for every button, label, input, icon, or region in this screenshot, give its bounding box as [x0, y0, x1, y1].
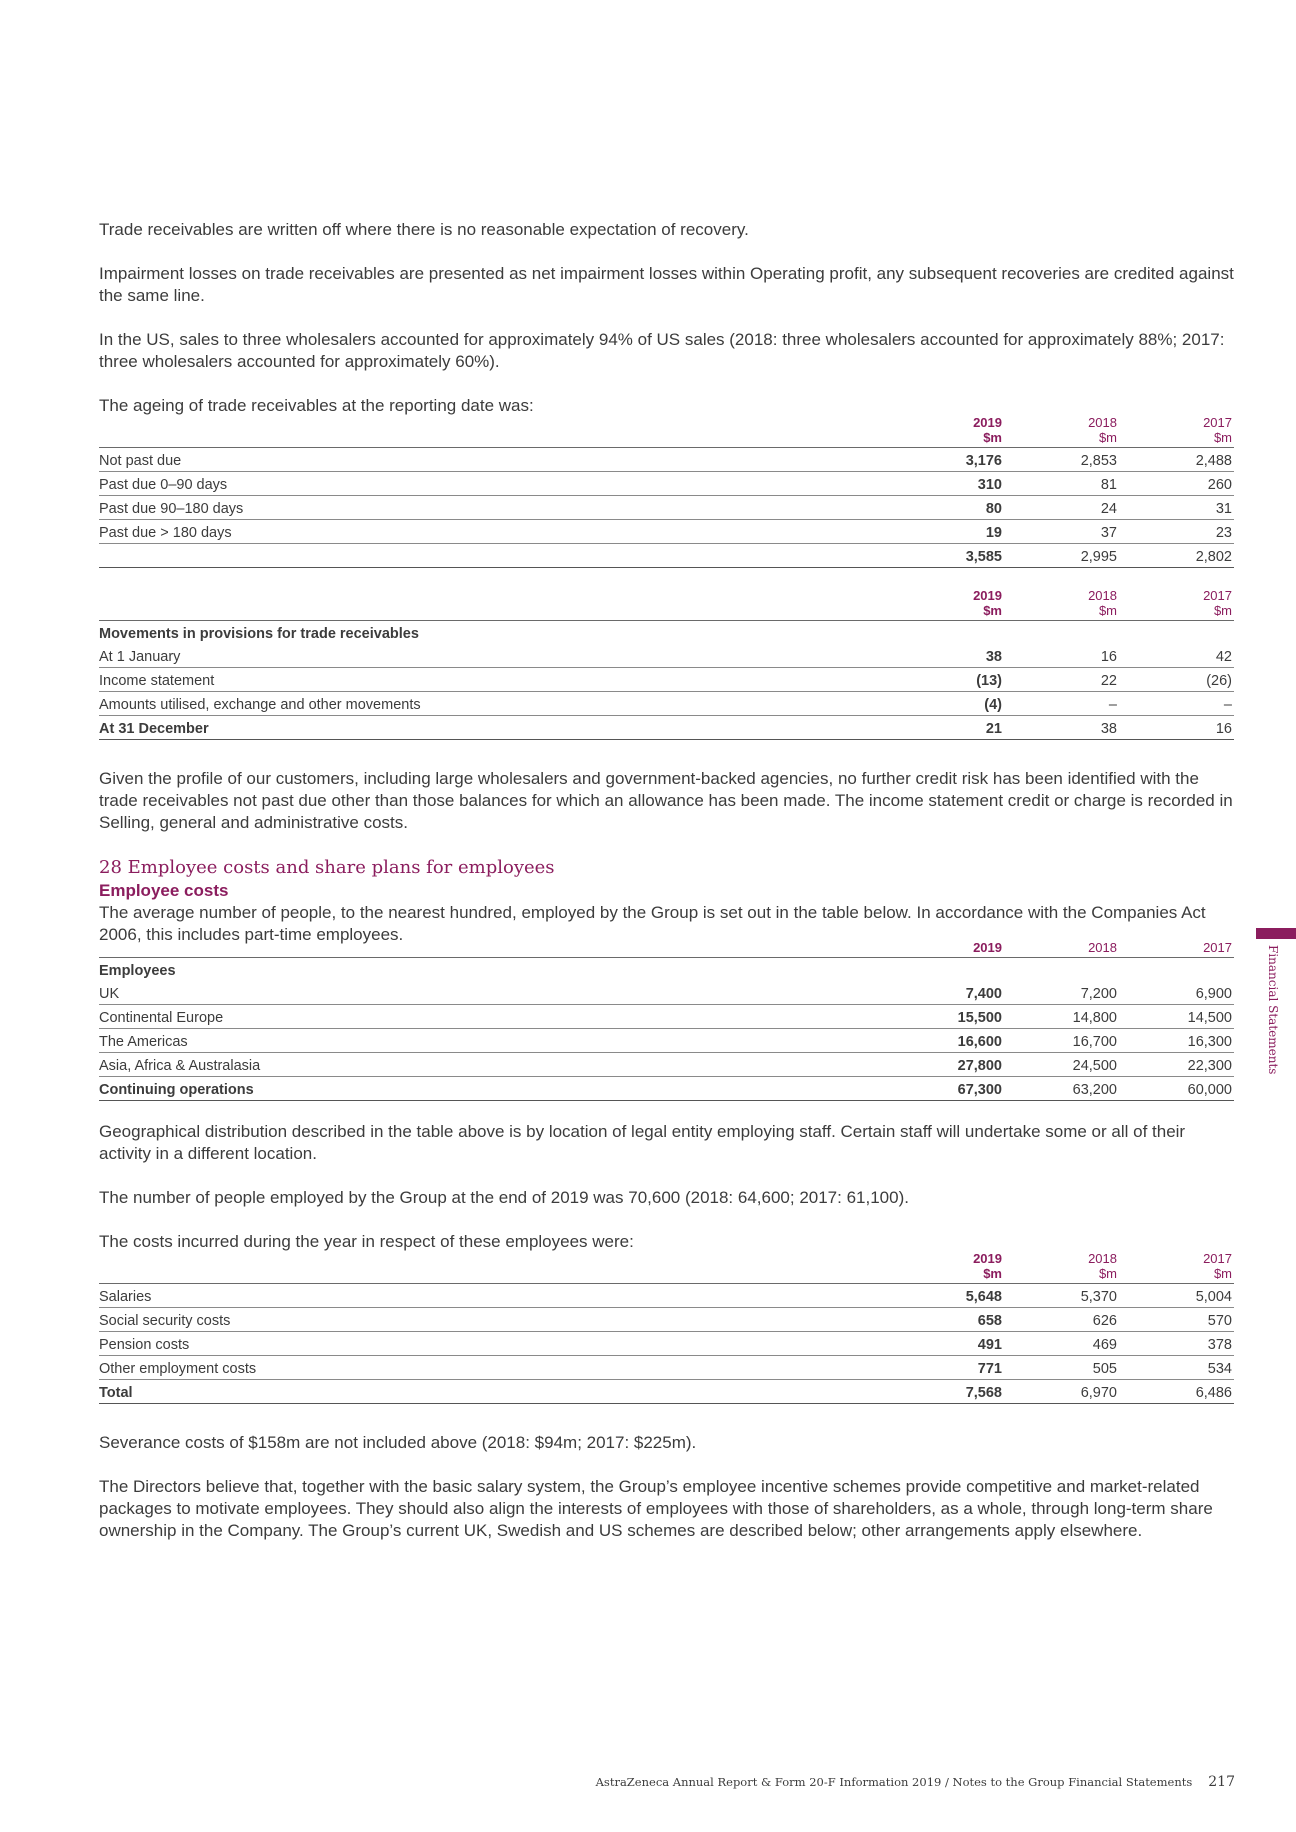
cell-2018: –: [1004, 692, 1119, 716]
table-section-heading: Movements in provisions for trade receivables: [99, 626, 419, 642]
cell-2019: 5,648: [889, 1284, 1004, 1308]
column-header-2019: 2019: [973, 940, 1002, 955]
section-title: 28 Employee costs and share plans for employees: [99, 857, 555, 878]
row-label: Past due 0–90 days: [99, 472, 889, 496]
paragraph-severance: Severance costs of $158m are not included above (2018: $94m; 2017: $225m).: [99, 1433, 697, 1452]
table-header-row: [99, 1251, 1234, 1284]
row-label: At 31 December: [99, 716, 889, 740]
cell-2017: 23: [1119, 520, 1234, 544]
column-header-2018: 2018 $m: [1088, 415, 1117, 445]
cell-2018: 2,853: [1004, 448, 1119, 472]
cell-2019: 16,600: [889, 1029, 1004, 1053]
row-label: UK: [99, 981, 889, 1005]
cell-2019: 3,176: [889, 448, 1004, 472]
row-label: Continuing operations: [99, 1077, 889, 1101]
row-label: Past due 90–180 days: [99, 496, 889, 520]
provisions-table: [99, 588, 1234, 740]
total-2019: 21: [889, 716, 1004, 740]
cell-2018: 81: [1004, 472, 1119, 496]
table-row: [99, 1029, 1234, 1053]
cell-2018: 505: [1004, 1356, 1119, 1380]
cell-2017: 22,300: [1119, 1053, 1234, 1077]
table-row: [99, 1053, 1234, 1077]
cell-2019: 491: [889, 1332, 1004, 1356]
total-2019: 3,585: [889, 544, 1004, 568]
cell-2017: 16,300: [1119, 1029, 1234, 1053]
cell-2019: (4): [889, 692, 1004, 716]
column-header-2019: 2019 $m: [973, 1251, 1002, 1281]
row-label: At 1 January: [99, 644, 889, 668]
column-header-2017: 2017 $m: [1203, 588, 1232, 618]
total-2017: 6,486: [1119, 1380, 1234, 1404]
total-row: [99, 544, 1234, 568]
cell-2018: 22: [1004, 668, 1119, 692]
row-label: Social security costs: [99, 1308, 889, 1332]
cell-2017: 534: [1119, 1356, 1234, 1380]
page-content: [99, 219, 1234, 1564]
total-2018: 38: [1004, 716, 1119, 740]
cell-2017: (26): [1119, 668, 1234, 692]
table-row: [99, 644, 1234, 668]
paragraph-incentive-schemes: The Directors believe that, together with the basic salary system, the Group’s employee incentive schemes provide competitive and market-related packages to motivate employees. They should also align the interests of employees with those of shareholders, as a whole, through long-term share ownership in the Company. The Group’s current UK, Swedish and US schemes are described below; other arrangements apply elsewhere.: [99, 1477, 1213, 1540]
paragraph-impairment: Impairment losses on trade receivables are presented as net impairment losses within Operating profit, any subsequent recoveries are credited against the same line.: [99, 264, 1234, 305]
table-row: [99, 1356, 1234, 1380]
cell-2017: 31: [1119, 496, 1234, 520]
table-row: [99, 668, 1234, 692]
paragraph-headcount: The number of people employed by the Group at the end of 2019 was 70,600 (2018: 64,600; 2017: 61,100).: [99, 1188, 909, 1207]
column-header-2017: 2017: [1203, 940, 1232, 955]
row-label: Not past due: [99, 448, 889, 472]
page-number: 217: [1208, 1774, 1235, 1790]
employee-costs-table: [99, 1251, 1234, 1404]
paragraph-write-off: Trade receivables are written off where there is no reasonable expectation of recovery.: [99, 220, 749, 239]
cell-2018: 469: [1004, 1332, 1119, 1356]
column-header-2017: 2017 $m: [1203, 1251, 1232, 1281]
row-label: Salaries: [99, 1284, 889, 1308]
page-footer: [560, 1774, 1235, 1790]
cell-2017: 6,900: [1119, 981, 1234, 1005]
cell-2017: 260: [1119, 472, 1234, 496]
row-label: Income statement: [99, 668, 889, 692]
footer-text: AstraZeneca Annual Report & Form 20-F Information 2019 / Notes to the Group Financial Statements: [595, 1775, 1193, 1789]
table-row: [99, 496, 1234, 520]
cell-2018: 24: [1004, 496, 1119, 520]
row-label: Amounts utilised, exchange and other movements: [99, 692, 889, 716]
table-row: [99, 448, 1234, 472]
paragraph-employees-intro: The average number of people, to the nearest hundred, employed by the Group is set out in the table below. In accordance with the Companies Act 2006, this includes part-time employees.: [99, 903, 1206, 944]
total-row: [99, 716, 1234, 740]
cell-2018: 37: [1004, 520, 1119, 544]
cell-2018: 626: [1004, 1308, 1119, 1332]
cell-2017: –: [1119, 692, 1234, 716]
total-2018: 63,200: [1004, 1077, 1119, 1101]
column-header-2019: 2019 $m: [973, 588, 1002, 618]
column-header-2018: 2018 $m: [1088, 1251, 1117, 1281]
total-2017: 16: [1119, 716, 1234, 740]
row-label: Pension costs: [99, 1332, 889, 1356]
cell-2019: 19: [889, 520, 1004, 544]
paragraph-credit-risk: Given the profile of our customers, including large wholesalers and government-backed agencies, no further credit risk has been identified with the trade receivables not past due other than those balances for which an allowance has been made. The income statement credit or charge is recorded in Selling, general and administrative costs.: [99, 769, 1233, 832]
cell-2018: 5,370: [1004, 1284, 1119, 1308]
table-row: [99, 1332, 1234, 1356]
table-row: [99, 1308, 1234, 1332]
paragraph-costs-intro: The costs incurred during the year in respect of these employees were:: [99, 1232, 634, 1251]
row-label: Total: [99, 1380, 889, 1404]
cell-2017: 14,500: [1119, 1005, 1234, 1029]
cell-2019: 658: [889, 1308, 1004, 1332]
cell-2018: 7,200: [1004, 981, 1119, 1005]
table-section-heading: Employees: [99, 963, 176, 979]
row-label: Past due > 180 days: [99, 520, 889, 544]
column-header-2018: 2018 $m: [1088, 588, 1117, 618]
column-header-2017: 2017 $m: [1203, 415, 1232, 445]
cell-2019: 310: [889, 472, 1004, 496]
table-row: [99, 692, 1234, 716]
cell-2019: 15,500: [889, 1005, 1004, 1029]
table-row: [99, 1284, 1234, 1308]
cell-2019: 38: [889, 644, 1004, 668]
column-header-2019: 2019 $m: [973, 415, 1002, 445]
cell-2018: 24,500: [1004, 1053, 1119, 1077]
row-label: Continental Europe: [99, 1005, 889, 1029]
row-label: Other employment costs: [99, 1356, 889, 1380]
cell-2017: 378: [1119, 1332, 1234, 1356]
total-row: [99, 1077, 1234, 1101]
table-row: [99, 1005, 1234, 1029]
table-row: [99, 981, 1234, 1005]
total-2018: 6,970: [1004, 1380, 1119, 1404]
column-header-2018: 2018: [1088, 940, 1117, 955]
paragraph-wholesalers: In the US, sales to three wholesalers accounted for approximately 94% of US sales (2018: three wholesalers accounted for approximately 88%; 2017: three wholesalers accounted for approximately 60%).: [99, 330, 1225, 371]
section-tab-marker: [1256, 928, 1296, 939]
cell-2017: 2,488: [1119, 448, 1234, 472]
cell-2017: 570: [1119, 1308, 1234, 1332]
row-label: The Americas: [99, 1029, 889, 1053]
employees-table: [99, 940, 1234, 1101]
table-header-row: [99, 588, 1234, 621]
cell-2019: 27,800: [889, 1053, 1004, 1077]
row-label: Asia, Africa & Australasia: [99, 1053, 889, 1077]
cell-2019: 771: [889, 1356, 1004, 1380]
total-2017: 2,802: [1119, 544, 1234, 568]
section-subtitle: Employee costs: [99, 881, 229, 900]
cell-2019: (13): [889, 668, 1004, 692]
paragraph-geography: Geographical distribution described in the table above is by location of legal entity employing staff. Certain staff will undertake some or all of their activity in a different location.: [99, 1122, 1186, 1163]
total-2017: 60,000: [1119, 1077, 1234, 1101]
table-header-row: [99, 415, 1234, 448]
cell-2018: 14,800: [1004, 1005, 1119, 1029]
total-2019: 7,568: [889, 1380, 1004, 1404]
table-row: [99, 472, 1234, 496]
total-2019: 67,300: [889, 1077, 1004, 1101]
cell-2018: 16,700: [1004, 1029, 1119, 1053]
cell-2019: 7,400: [889, 981, 1004, 1005]
ageing-table: [99, 415, 1234, 568]
cell-2017: 5,004: [1119, 1284, 1234, 1308]
section-side-label: Financial Statements: [1266, 945, 1280, 1075]
total-2018: 2,995: [1004, 544, 1119, 568]
table-row: [99, 520, 1234, 544]
cell-2018: 16: [1004, 644, 1119, 668]
cell-2017: 42: [1119, 644, 1234, 668]
paragraph-ageing-intro: The ageing of trade receivables at the reporting date was:: [99, 396, 534, 415]
cell-2019: 80: [889, 496, 1004, 520]
total-row: [99, 1380, 1234, 1404]
